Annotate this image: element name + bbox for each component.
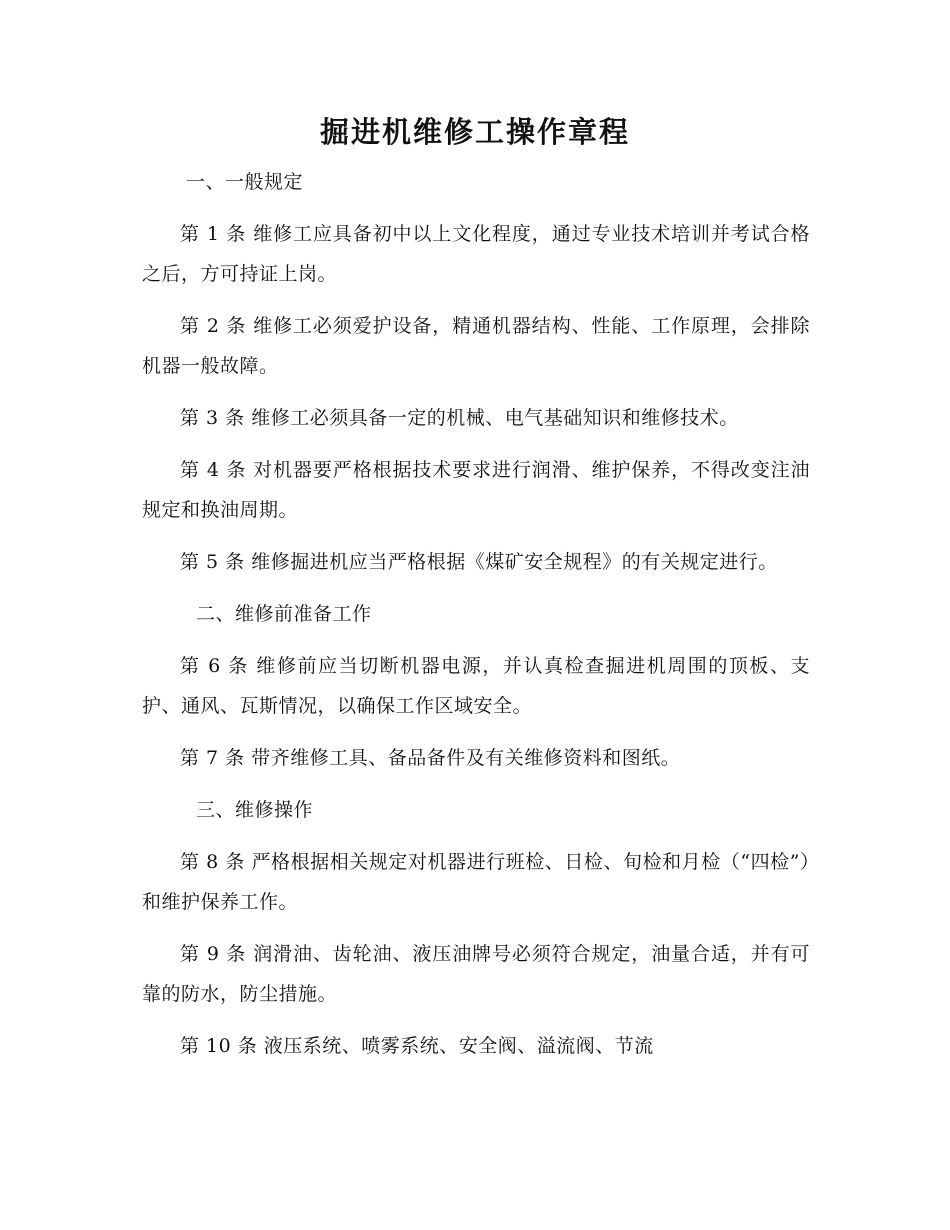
article-5: 第 5 条 维修掘进机应当严格根据《煤矿安全规程》的有关规定进行。	[180, 551, 778, 573]
article-3: 第 3 条 维修工必须具备一定的机械、电气基础知识和维修技术。	[180, 407, 739, 429]
article-10: 第 10 条 液压系统、喷雾系统、安全阀、溢流阀、节流	[180, 1035, 654, 1057]
section-heading-general: 一、一般规定	[186, 171, 304, 193]
document-body	[142, 162, 810, 1078]
article-2: 第 2 条 维修工必须爱护设备，精通机器结构、性能、工作原理，会排除机器一般故障。	[142, 315, 810, 377]
article-1: 第 1 条 维修工应具备初中以上文化程度，通过专业技术培训并考试合格之后，方可持证上岗。	[142, 223, 810, 285]
section-heading-preparation: 二、维修前准备工作	[196, 603, 372, 625]
article-6: 第 6 条 维修前应当切断机器电源，并认真检查掘进机周围的顶板、支护、通风、瓦斯情况，以确保工作区域安全。	[142, 655, 810, 717]
article-9: 第 9 条 润滑油、齿轮油、液压油牌号必须符合规定，油量合适，并有可靠的防水，防尘措施。	[142, 943, 810, 1005]
section-heading-operation: 三、维修操作	[196, 799, 314, 821]
article-4: 第 4 条 对机器要严格根据技术要求进行润滑、维护保养，不得改变注油规定和换油周期。	[142, 459, 810, 521]
article-8: 第 8 条 严格根据相关规定对机器进行班检、日检、旬检和月检（“四检”）和维护保养工作。	[142, 851, 810, 913]
document-title: 掘进机维修工操作章程	[319, 115, 630, 149]
article-7: 第 7 条 带齐维修工具、备品备件及有关维修资料和图纸。	[180, 747, 681, 769]
